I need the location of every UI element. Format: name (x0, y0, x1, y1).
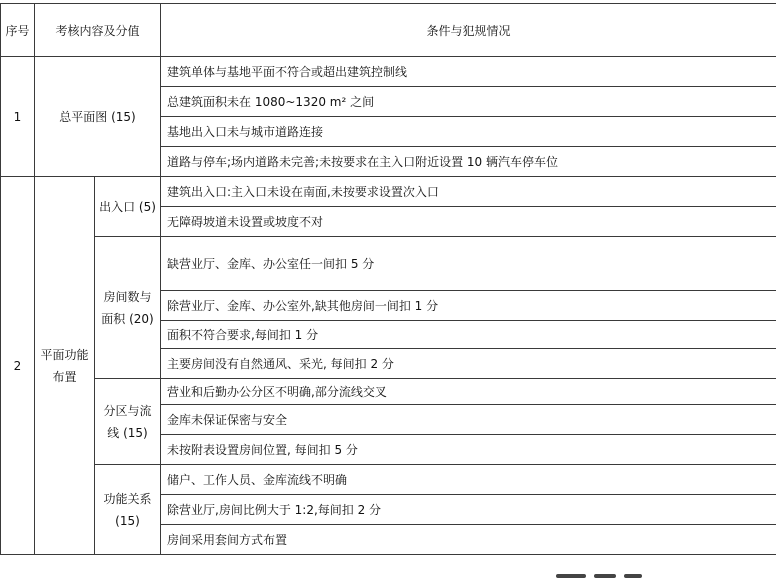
condition-cell: 金库未保证保密与安全 (161, 405, 776, 435)
condition-cell: 除营业厅、金库、办公室外,缺其他房间一间扣 1 分 (161, 291, 776, 321)
table-row (1, 57, 776, 87)
section-number: 1 (1, 57, 35, 177)
table-row (1, 177, 776, 207)
condition-cell: 主要房间没有自然通风、采光, 每间扣 2 分 (161, 349, 776, 379)
condition-cell: 总建筑面积未在 1080~1320 m² 之间 (161, 87, 776, 117)
subsection-title: 出入口 (5) (95, 177, 161, 237)
condition-cell: 除营业厅,房间比例大于 1:2,每间扣 2 分 (161, 495, 776, 525)
condition-cell: 道路与停车;场内道路未完善;未按要求在主入口附近设置 10 辆汽车停车位 (161, 147, 776, 177)
section-title: 总平面图 (15) (35, 57, 161, 177)
condition-cell: 建筑出入口:主入口未设在南面,未按要求设置次入口 (161, 177, 776, 207)
table-row (1, 379, 776, 405)
condition-cell: 房间采用套间方式布置 (161, 525, 776, 555)
condition-cell: 建筑单体与基地平面不符合或超出建筑控制线 (161, 57, 776, 87)
condition-cell: 面积不符合要求,每间扣 1 分 (161, 321, 776, 349)
header-no: 序号 (1, 4, 35, 57)
header-content: 考核内容及分值 (35, 4, 161, 57)
subsection-title: 功能关系 (15) (95, 465, 161, 555)
condition-cell: 营业和后勤办公分区不明确,部分流线交叉 (161, 379, 776, 405)
header-row (1, 4, 776, 57)
grading-table (0, 3, 776, 555)
table-row (1, 237, 776, 291)
condition-cell: 未按附表设置房间位置, 每间扣 5 分 (161, 435, 776, 465)
section-title: 平面功能布置 (35, 177, 95, 555)
condition-cell: 缺营业厅、金库、办公室任一间扣 5 分 (161, 237, 776, 291)
condition-cell: 无障碍坡道未设置或坡度不对 (161, 207, 776, 237)
table-row (1, 465, 776, 495)
subsection-title: 分区与流线 (15) (95, 379, 161, 465)
condition-cell: 基地出入口未与城市道路连接 (161, 117, 776, 147)
subsection-title: 房间数与面积 (20) (95, 237, 161, 379)
scan-artifact (556, 563, 666, 569)
header-condition: 条件与犯规情况 (161, 4, 776, 57)
condition-cell: 储户、工作人员、金库流线不明确 (161, 465, 776, 495)
section-number: 2 (1, 177, 35, 555)
